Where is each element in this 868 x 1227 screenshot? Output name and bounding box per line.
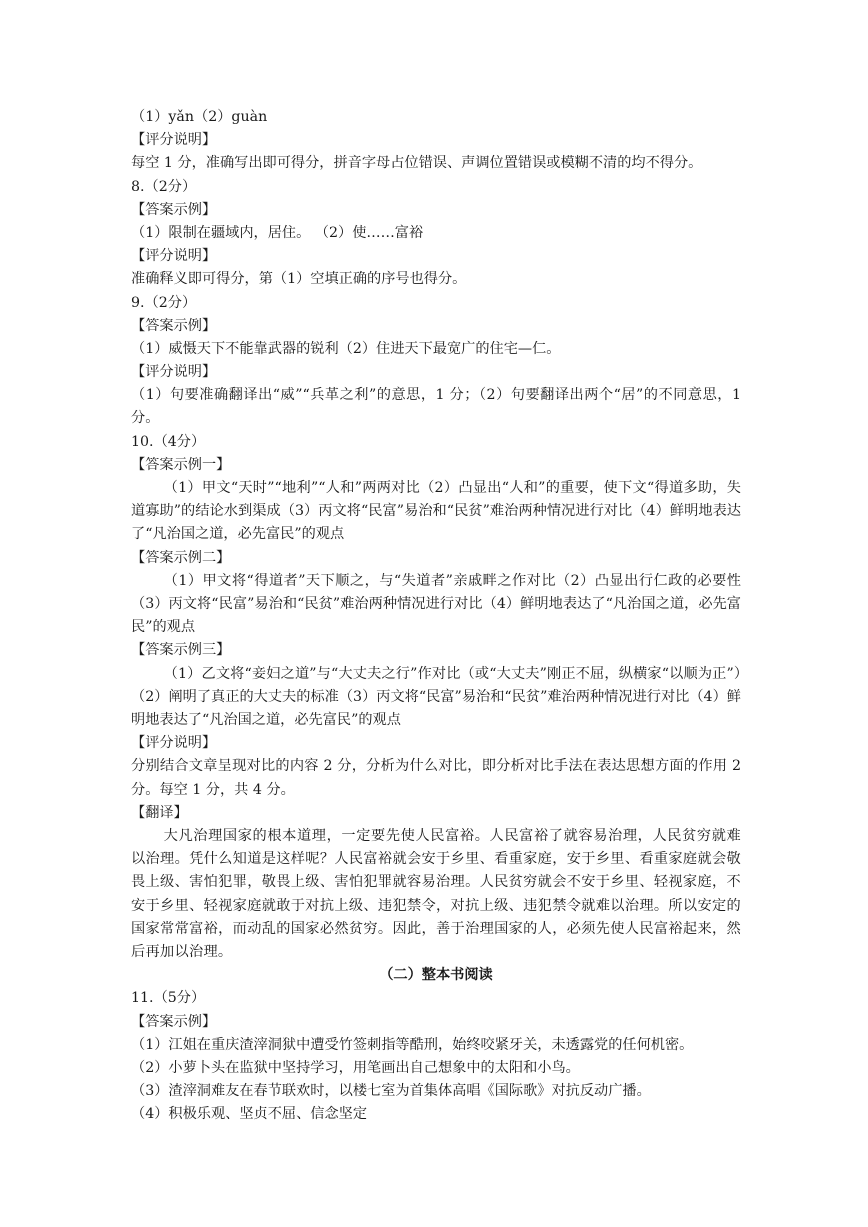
q8-heading: 8.（2分）: [131, 178, 197, 195]
q8-rule: 准确释义即可得分，第（1）空填正确的序号也得分。: [131, 271, 467, 288]
q10-example2: （1）甲文将“得道者”天下顺之，与“失道者”亲戚畔之作对比（2）凸显出行仁政的必要性（3）丙文将“民富”易治和“民贫”难治两种情况进行对比（4）鲜明地表达了“凡治国之道，必先富民”的观点: [131, 572, 741, 636]
q8-rule-label: 【评分说明】: [131, 248, 217, 265]
q9-answer: （1）威慑天下不能靠武器的锐利（2）住进天下最宽广的住宅—仁。: [131, 340, 561, 357]
q11-heading: 11.（5分）: [131, 990, 206, 1007]
q9-answer-label: 【答案示例】: [131, 317, 217, 334]
q11-item-1: （1）江姐在重庆渣滓洞狱中遭受竹签刺指等酷刑，始终咬紧牙关，未透露党的任何机密。: [131, 1036, 694, 1053]
q8-answer: （1）限制在疆域内，居住。 （2）使……富裕: [131, 224, 424, 241]
q10-example3-label: 【答案示例三】: [131, 642, 231, 659]
q7-rule-label: 【评分说明】: [131, 132, 217, 149]
q9-rule: （1）句要准确翻译出“威”“兵革之利”的意思，1 分；（2）句要翻译出两个“居”的不同意思，1 分。: [131, 387, 741, 427]
answer-content: [131, 106, 741, 1127]
section-title: （二）整本书阅读: [379, 967, 493, 984]
q10-heading: 10.（4分）: [131, 433, 206, 450]
q9-heading: 9.（2分）: [131, 294, 197, 311]
q10-example1-label: 【答案示例一】: [131, 456, 231, 473]
q10-example2-label: 【答案示例二】: [131, 549, 231, 566]
q10-rule: 分别结合文章呈现对比的内容 2 分，分析为什么对比，即分析对比手法在表达思想方面的作用 2 分。每空 1 分，共 4 分。: [131, 758, 741, 798]
q11-item-4: （4）积极乐观、坚贞不屈、信念坚定: [131, 1106, 368, 1123]
q10-rule-label: 【评分说明】: [131, 735, 217, 752]
q11-answer-label: 【答案示例】: [131, 1013, 217, 1030]
q7-answer: （1）yǎn（2）guàn: [131, 109, 268, 125]
q10-example3: （1）乙文将“妾妇之道”与“大丈夫之行”作对比（或“大丈夫”刚正不屈，纵横家“以顺为正”）（2）阐明了真正的大丈夫的标准（3）丙文将“民富”易治和“民贫”难治两种情况进行对比（4）鲜明地表达了“凡治国之道，必先富民”的观点: [131, 665, 741, 729]
q11-item-3: （3）渣滓洞难友在春节联欢时，以楼七室为首集体高唱《国际歌》对抗反动广播。: [131, 1083, 651, 1100]
q8-answer-label: 【答案示例】: [131, 201, 217, 218]
q10-translation-label: 【翻译】: [131, 804, 188, 821]
q11-item-2: （2）小萝卜头在监狱中坚持学习，用笔画出自己想象中的太阳和小鸟。: [131, 1059, 580, 1076]
q10-translation: 大凡治理国家的根本道理，一定要先使人民富裕。人民富裕了就容易治理，人民贫穷就难以治理。凭什么知道是这样呢？人民富裕就会安于乡里、看重家庭，安于乡里、看重家庭就会敬畏上级、害怕犯罪，敬畏上级、害怕犯罪就容易治理。人民贫穷就会不安于乡里、轻视家庭，不安于乡里、轻视家庭就敢于对抗上级、违犯禁令，对抗上级、违犯禁令就难以治理。所以安定的国家常常富裕，而动乱的国家必然贫穷。因此，善于治理国家的人，必须先使人民富裕起来，然后再加以治理。: [131, 828, 741, 961]
q10-example1: （1）甲文“天时”“地利”“人和”两两对比（2）凸显出“人和”的重要，使下文“得道多助，失道寡助”的结论水到渠成（3）丙文将“民富”易治和“民贫”难治两种情况进行对比（4）鲜明地表达了“凡治国之道，必先富民”的观点: [131, 480, 741, 543]
q7-rule: 每空 1 分，准确写出即可得分，拼音字母占位错误、声调位置错误或模糊不清的均不得分。: [131, 155, 703, 172]
q9-rule-label: 【评分说明】: [131, 364, 217, 381]
